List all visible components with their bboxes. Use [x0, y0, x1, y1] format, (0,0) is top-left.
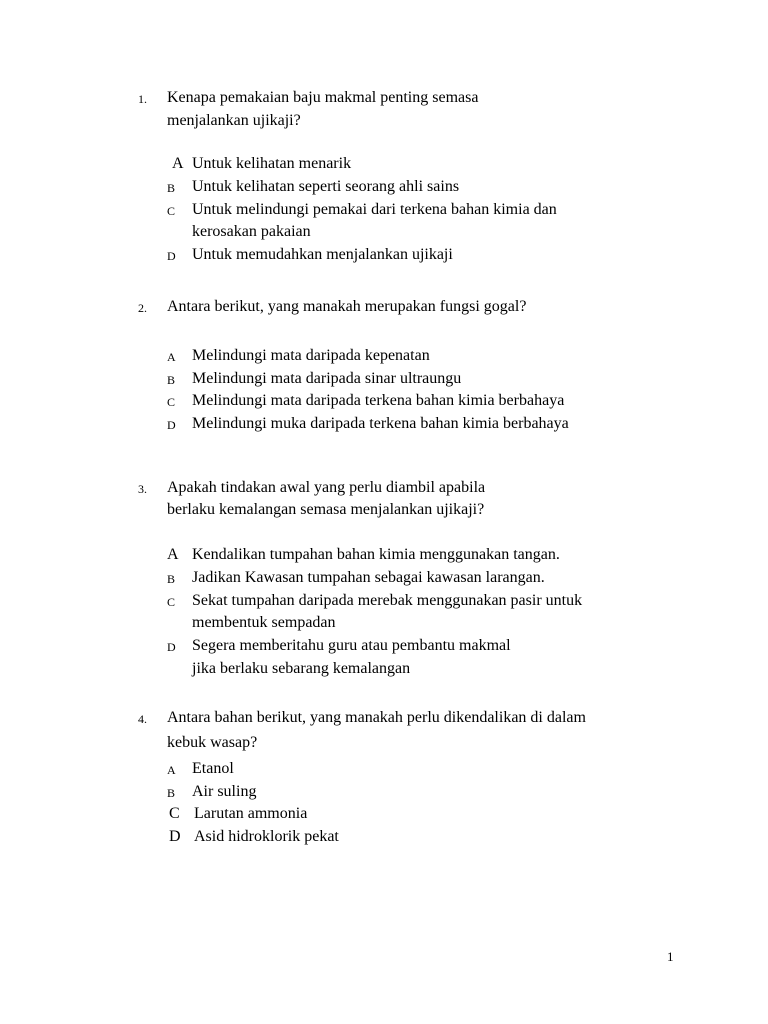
- question-2-option-a-text: Melindungi mata daripada kepenatan: [192, 347, 430, 364]
- question-3-option-c-letter: C: [167, 595, 176, 609]
- question-2-number: 2.: [138, 301, 147, 315]
- question-2-option-d-letter: D: [167, 418, 176, 432]
- question-1-option-a-letter: A: [172, 155, 184, 172]
- question-1-text-line-1: Kenapa pemakaian baju makmal penting semasa: [167, 89, 479, 106]
- question-4-option-c-text: Larutan ammonia: [194, 805, 308, 822]
- question-2-option-c-letter: C: [167, 395, 176, 409]
- question-4-number: 4.: [138, 712, 147, 726]
- question-2-option-a-letter: A: [167, 350, 176, 364]
- question-2-option-b-letter: B: [167, 373, 176, 387]
- question-1-option-d-text: Untuk memudahkan menjalankan ujikaji: [192, 246, 453, 263]
- question-3-option-b-letter: B: [167, 572, 176, 586]
- question-4-option-a-text: Etanol: [192, 760, 234, 777]
- question-1-text-line-2: menjalankan ujikaji?: [167, 112, 301, 129]
- question-3-option-d-letter: D: [167, 640, 176, 654]
- question-3-text-line-2: berlaku kemalangan semasa menjalankan ujikaji?: [167, 501, 485, 518]
- question-1-option-c-text-line-1: Untuk melindungi pemakai dari terkena bahan kimia dan: [192, 201, 557, 218]
- question-3-option-c-text-line-1: Sekat tumpahan daripada merebak menggunakan pasir untuk: [192, 592, 583, 609]
- question-1-number: 1.: [138, 92, 147, 106]
- question-1-option-b-text: Untuk kelihatan seperti seorang ahli sains: [192, 178, 460, 195]
- question-4-text-line-1: Antara bahan berikut, yang manakah perlu dikendalikan di dalam: [167, 709, 586, 726]
- question-1-option-c-text-line-2: kerosakan pakaian: [192, 223, 311, 240]
- question-3-option-a-letter: A: [167, 546, 179, 563]
- question-2-text-line-1: Antara berikut, yang manakah merupakan fungsi gogal?: [167, 298, 527, 315]
- question-4-option-d-text: Asid hidroklorik pekat: [194, 828, 339, 845]
- question-4-option-a-letter: A: [167, 763, 176, 777]
- page-number: 1: [667, 949, 674, 964]
- question-3-option-d-text-line-1: Segera memberitahu guru atau pembantu makmal: [192, 637, 511, 654]
- question-4-option-b-letter: B: [167, 786, 176, 800]
- question-2-option-d-text: Melindungi muka daripada terkena bahan kimia berbahaya: [192, 415, 569, 432]
- question-4-option-c-letter: C: [169, 805, 180, 822]
- question-2-option-c-text: Melindungi mata daripada terkena bahan kimia berbahaya: [192, 392, 565, 409]
- question-1-option-a-text: Untuk kelihatan menarik: [192, 155, 352, 172]
- question-1-option-b-letter: B: [167, 181, 176, 195]
- question-1-option-c-letter: C: [167, 204, 176, 218]
- question-3-option-b-text: Jadikan Kawasan tumpahan sebagai kawasan larangan.: [192, 569, 545, 586]
- question-1-option-d-letter: D: [167, 249, 176, 263]
- question-3-number: 3.: [138, 482, 147, 496]
- question-3-option-c-text-line-2: membentuk sempadan: [192, 614, 336, 631]
- question-4-option-d-letter: D: [169, 828, 181, 845]
- question-4-text-line-2: kebuk wasap?: [167, 734, 258, 751]
- question-2-option-b-text: Melindungi mata daripada sinar ultraungu: [192, 370, 462, 387]
- question-3-text-line-1: Apakah tindakan awal yang perlu diambil apabila: [167, 479, 486, 496]
- question-3-option-d-text-line-2: jika berlaku sebarang kemalangan: [192, 660, 411, 677]
- question-3-option-a-text: Kendalikan tumpahan bahan kimia menggunakan tangan.: [192, 546, 560, 563]
- question-4-option-b-text: Air suling: [192, 783, 257, 800]
